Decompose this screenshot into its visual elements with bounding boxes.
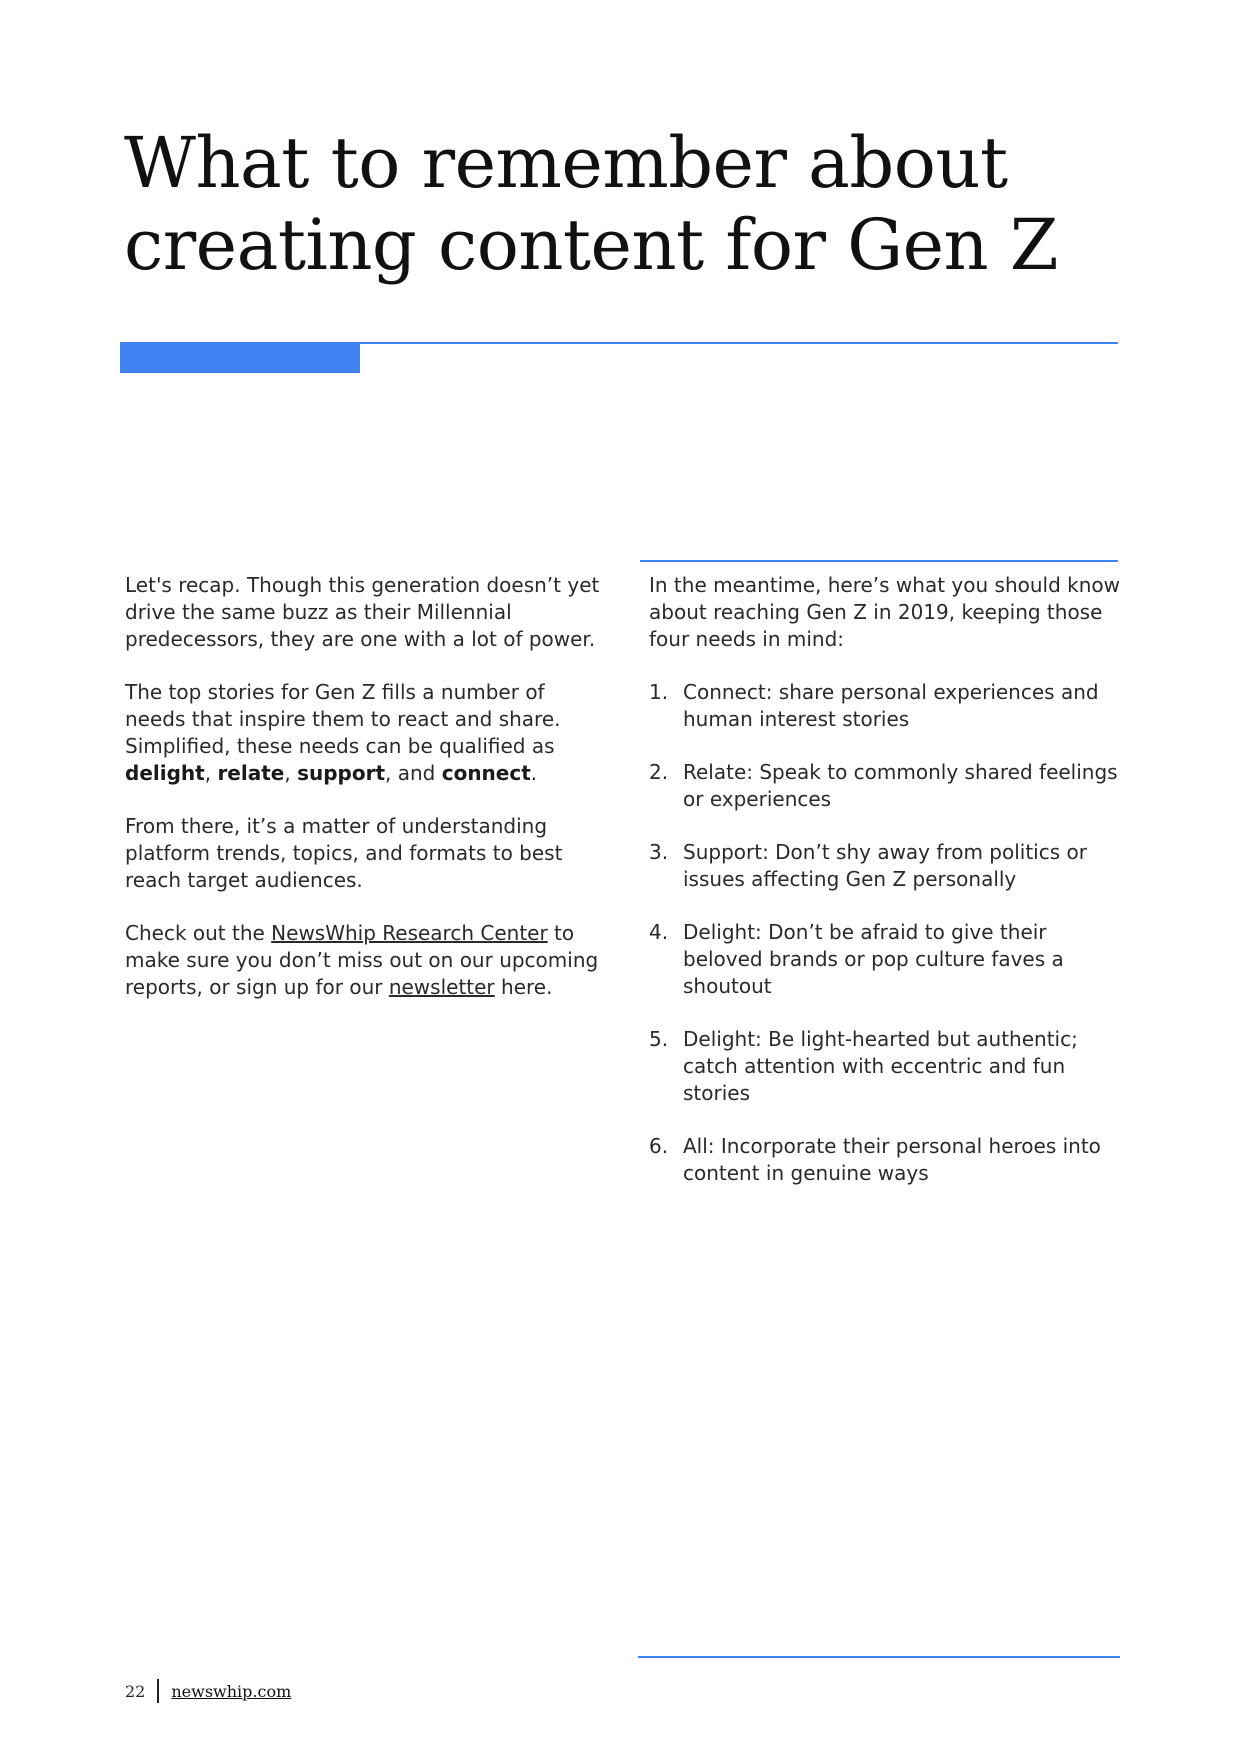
needs-list [649,679,1129,1187]
site-link[interactable]: newswhip.com [171,1681,292,1701]
check-out-text: here. [494,975,553,999]
page-title-line-2: creating content for Gen Z [124,204,1059,286]
right-column [649,572,1129,1213]
list-item [649,1133,1129,1187]
right-column-top-rule [640,560,1118,562]
needs-paragraph [125,679,605,787]
need-support: support [297,761,386,785]
list-item-text: Connect: share personal experiences and human interest stories [683,680,1099,731]
list-item [649,679,1129,733]
recap-paragraph: Let's recap. Though this generation doesn’t yet drive the same buzz as their Millennial predecessors, they are one with a lot of power. [125,573,600,651]
page-title-line-1: What to remember about [124,122,1008,204]
needs-separator: , [204,761,218,785]
footer-divider [157,1679,159,1703]
list-item-text: Delight: Be light-hearted but authentic; catch attention with eccentric and fun stories [683,1027,1078,1105]
list-item-text: All: Incorporate their personal heroes into content in genuine ways [683,1134,1101,1185]
need-connect: connect [441,761,531,785]
needs-paragraph-end: . [530,761,538,785]
left-column [125,572,605,1027]
list-item [649,1026,1129,1107]
list-item-text: Relate: Speak to commonly shared feelings or experiences [683,760,1118,811]
page-number: 22 [125,1681,146,1701]
title-accent-block [120,344,360,373]
platform-trends-paragraph: From there, it’s a matter of understanding platform trends, topics, and formats to best reach target audiences. [125,814,563,892]
needs-separator: , and [385,761,442,785]
list-item-number: 1. [649,680,669,704]
list-item-number: 6. [649,1134,669,1158]
need-relate: relate [217,761,285,785]
list-item-number: 2. [649,760,669,784]
check-out-text: to make sure you don’t miss out on our upcoming reports, or sign up for our [125,921,599,999]
check-out-paragraph [125,920,605,1001]
list-item [649,839,1129,893]
page-title [124,122,1124,286]
list-item-number: 4. [649,920,669,944]
research-center-link[interactable]: NewsWhip Research Center [271,921,548,945]
list-item-number: 5. [649,1027,669,1051]
list-item [649,759,1129,813]
needs-separator: , [284,761,298,785]
needs-paragraph-text: The top stories for Gen Z fills a number of needs that inspire them to react and share. Simplified, these needs can be qualified as [125,680,561,758]
list-item [649,919,1129,1000]
check-out-text: Check out the [125,921,272,945]
need-delight: delight [125,761,205,785]
list-item-text: Delight: Don’t be afraid to give their beloved brands or pop culture faves a shoutout [683,920,1064,998]
newsletter-link[interactable]: newsletter [388,975,495,999]
list-item-text: Support: Don’t shy away from politics or issues affecting Gen Z personally [683,840,1087,891]
list-item-number: 3. [649,840,669,864]
page-footer [125,1679,291,1703]
footer-rule [638,1656,1120,1658]
intro-paragraph: In the meantime, here’s what you should know about reaching Gen Z in 2019, keeping those four needs in mind: [649,573,1120,651]
